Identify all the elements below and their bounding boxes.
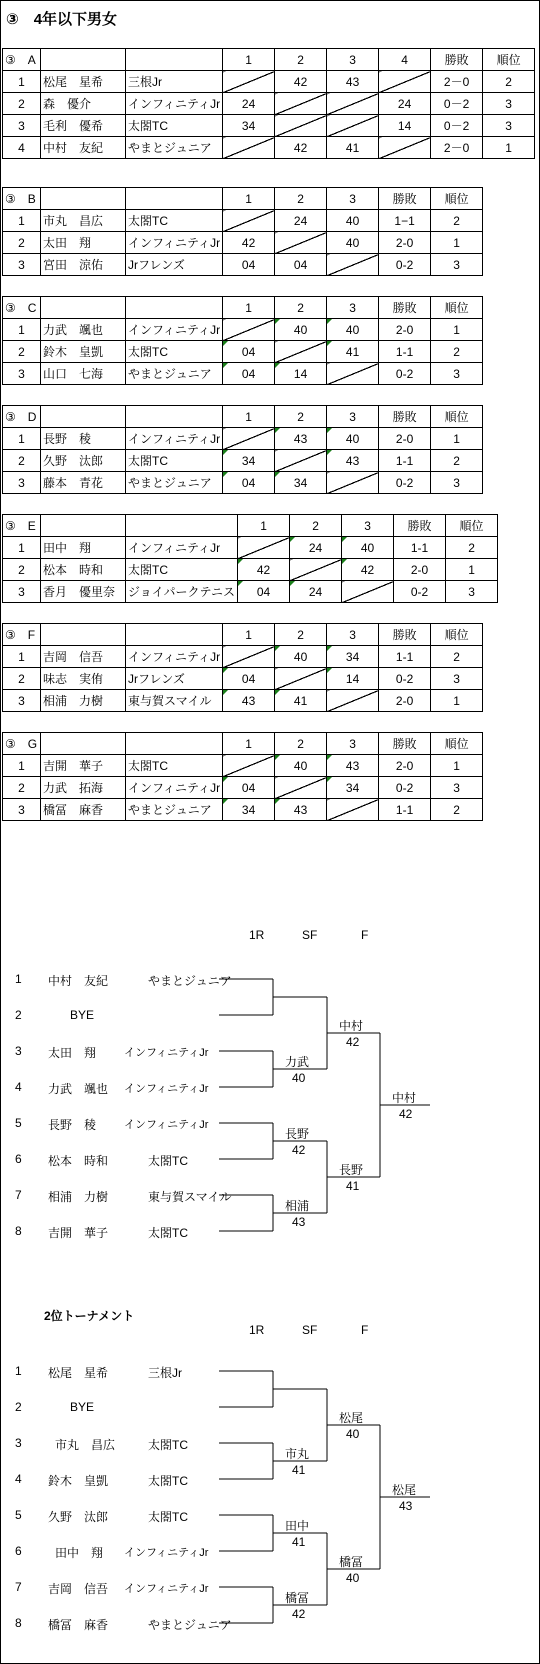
entry-name: 吉開 華子 xyxy=(48,1226,109,1240)
rank: 2 xyxy=(431,646,483,668)
entry-club: インフィニティJr xyxy=(124,1047,209,1059)
player-club: やまとジュニア xyxy=(126,363,223,385)
entry-name: 鈴木 皇凱 xyxy=(48,1474,109,1488)
r1-winner: 市丸 xyxy=(285,1447,310,1461)
entry-name: BYE xyxy=(70,1400,95,1414)
draw-number: 8 xyxy=(15,1224,22,1238)
r1-score: 42 xyxy=(292,1143,306,1157)
win-loss: 1-1 xyxy=(379,646,431,668)
entry-name: 久野 汰郎 xyxy=(48,1510,109,1524)
rank: 2 xyxy=(446,537,498,559)
round-header: 1R xyxy=(249,1323,265,1337)
entry-name: 橋冨 麻香 xyxy=(48,1618,109,1632)
score-cell: 04 xyxy=(223,472,275,494)
win-loss: 2-0 xyxy=(379,755,431,777)
sf-score: 40 xyxy=(346,1427,360,1441)
player-number: 2 xyxy=(3,341,41,363)
column-header: 3 xyxy=(327,188,379,210)
player-club: 三根Jr xyxy=(126,71,223,93)
player-club: インフィニティJr xyxy=(126,428,223,450)
rank: 1 xyxy=(431,319,483,341)
win-loss: 0-2 xyxy=(379,254,431,276)
column-header: 2 xyxy=(275,49,327,71)
r1-winner: 長野 xyxy=(285,1127,310,1141)
sf-score: 42 xyxy=(346,1035,360,1049)
entry-club: 東与賀スマイル xyxy=(148,1190,232,1204)
player-name: 力武 拓海 xyxy=(41,777,126,799)
entry-name: 松本 時和 xyxy=(48,1154,109,1168)
entry-club: 太閤TC xyxy=(148,1226,188,1240)
column-header: 1 xyxy=(223,406,275,428)
win-loss: 0－2 xyxy=(431,93,483,115)
player-name: 長野 稜 xyxy=(41,428,126,450)
rank: 1 xyxy=(431,232,483,254)
score-cell: 34 xyxy=(223,799,275,821)
player-number: 3 xyxy=(3,254,41,276)
player-number: 1 xyxy=(3,755,41,777)
column-header: 3 xyxy=(327,624,379,646)
player-club: Jrフレンズ xyxy=(126,254,223,276)
player-number: 1 xyxy=(3,646,41,668)
group-label: ③ G xyxy=(3,733,41,755)
score-cell: 24 xyxy=(275,210,327,232)
column-header: 2 xyxy=(275,297,327,319)
score-cell: 14 xyxy=(327,668,379,690)
player-name: 味志 実侑 xyxy=(41,668,126,690)
player-name: 中村 友紀 xyxy=(41,137,126,159)
win-loss: 1-1 xyxy=(379,341,431,363)
draw-number: 1 xyxy=(15,972,22,986)
player-number: 2 xyxy=(3,559,41,581)
player-number: 3 xyxy=(3,472,41,494)
rank-header: 順位 xyxy=(431,188,483,210)
draw-number: 3 xyxy=(15,1436,22,1450)
second-place-title: 2位トーナメント xyxy=(44,1309,135,1323)
r1-winner: 田中 xyxy=(285,1519,310,1533)
column-header: 3 xyxy=(342,515,394,537)
round-header: F xyxy=(361,1323,369,1337)
player-number: 3 xyxy=(3,799,41,821)
rank-header: 順位 xyxy=(431,406,483,428)
win-loss: 0-2 xyxy=(379,668,431,690)
entry-name: BYE xyxy=(70,1008,95,1022)
player-club: 太閤TC xyxy=(126,210,223,232)
win-loss-header: 勝敗 xyxy=(394,515,446,537)
win-loss: 2-0 xyxy=(394,559,446,581)
r1-score: 41 xyxy=(292,1535,306,1549)
player-number: 2 xyxy=(3,777,41,799)
score-cell: 24 xyxy=(223,93,275,115)
score-cell: 14 xyxy=(379,115,431,137)
r1-score: 40 xyxy=(292,1071,306,1085)
rank: 3 xyxy=(431,472,483,494)
player-club: インフィニティJr xyxy=(126,319,223,341)
group-label: ③ A xyxy=(3,49,41,71)
player-name: 森 優介 xyxy=(41,93,126,115)
win-loss-header: 勝敗 xyxy=(379,733,431,755)
player-name: 鈴木 皇凱 xyxy=(41,341,126,363)
rank: 1 xyxy=(431,428,483,450)
rank-header: 順位 xyxy=(431,733,483,755)
draw-number: 4 xyxy=(15,1080,22,1094)
rank-header: 順位 xyxy=(446,515,498,537)
score-cell: 43 xyxy=(327,755,379,777)
score-cell: 24 xyxy=(290,537,342,559)
score-cell: 40 xyxy=(327,232,379,254)
entry-club: インフィニティJr xyxy=(124,1119,209,1131)
score-cell: 43 xyxy=(327,71,379,93)
score-cell: 34 xyxy=(223,450,275,472)
score-cell: 04 xyxy=(238,581,290,603)
entry-club: やまとジュニア xyxy=(148,1618,232,1632)
score-cell: 42 xyxy=(342,559,394,581)
final-score: 43 xyxy=(399,1499,413,1513)
player-club: インフィニティJr xyxy=(126,232,223,254)
win-loss-header: 勝敗 xyxy=(379,406,431,428)
draw-number: 1 xyxy=(15,1364,22,1378)
player-club: インフィニティJr xyxy=(126,537,238,559)
win-loss-header: 勝敗 xyxy=(431,49,483,71)
player-name: 松尾 星希 xyxy=(41,71,126,93)
player-number: 1 xyxy=(3,428,41,450)
draw-number: 8 xyxy=(15,1616,22,1630)
column-header: 1 xyxy=(223,733,275,755)
group-label: ③ B xyxy=(3,188,41,210)
player-club: インフィニティJr xyxy=(126,93,223,115)
player-number: 2 xyxy=(3,232,41,254)
win-loss: 0-2 xyxy=(379,777,431,799)
column-header: 2 xyxy=(275,733,327,755)
win-loss: 2-0 xyxy=(379,319,431,341)
final-winner: 松尾 xyxy=(392,1483,417,1497)
column-header: 1 xyxy=(223,297,275,319)
win-loss: 2－0 xyxy=(431,137,483,159)
player-number: 3 xyxy=(3,690,41,712)
entry-name: 力武 颯也 xyxy=(48,1082,109,1096)
entry-club: 太閤TC xyxy=(148,1154,188,1168)
player-name: 田中 翔 xyxy=(41,537,126,559)
player-club: インフィニティJr xyxy=(126,646,223,668)
sf-winner: 松尾 xyxy=(339,1411,364,1425)
player-club: 太閤TC xyxy=(126,115,223,137)
score-cell: 40 xyxy=(342,537,394,559)
player-number: 1 xyxy=(3,537,41,559)
player-club: 太閤TC xyxy=(126,559,238,581)
player-name: 香月 優里奈 xyxy=(41,581,126,603)
score-cell: 34 xyxy=(327,646,379,668)
rank: 3 xyxy=(431,254,483,276)
rank-header: 順位 xyxy=(431,624,483,646)
player-name: 毛利 優希 xyxy=(41,115,126,137)
group-label: ③ D xyxy=(3,406,41,428)
player-club: Jrフレンズ xyxy=(126,668,223,690)
win-loss-header: 勝敗 xyxy=(379,188,431,210)
draw-number: 6 xyxy=(15,1544,22,1558)
score-cell: 43 xyxy=(223,690,275,712)
player-club: やまとジュニア xyxy=(126,137,223,159)
column-header: 2 xyxy=(275,406,327,428)
r1-score: 41 xyxy=(292,1463,306,1477)
player-name: 橋冨 麻香 xyxy=(41,799,126,821)
entry-name: 市丸 昌広 xyxy=(55,1438,116,1452)
draw-number: 2 xyxy=(15,1008,22,1022)
win-loss-header: 勝敗 xyxy=(379,624,431,646)
entry-name: 太田 翔 xyxy=(48,1046,97,1060)
player-club: 東与賀スマイル xyxy=(126,690,223,712)
rank: 2 xyxy=(431,450,483,472)
sf-winner: 長野 xyxy=(339,1163,364,1177)
column-header: 2 xyxy=(275,624,327,646)
player-name: 相浦 力樹 xyxy=(41,690,126,712)
round-header: SF xyxy=(302,928,318,942)
player-name: 藤本 青花 xyxy=(41,472,126,494)
score-cell: 43 xyxy=(275,428,327,450)
entry-name: 相浦 力樹 xyxy=(48,1190,109,1204)
sf-score: 41 xyxy=(346,1179,360,1193)
score-cell: 42 xyxy=(223,232,275,254)
sf-winner: 中村 xyxy=(339,1019,364,1033)
column-header: 1 xyxy=(223,188,275,210)
entry-name: 田中 翔 xyxy=(55,1546,104,1560)
win-loss: 1-1 xyxy=(379,450,431,472)
sf-score: 40 xyxy=(346,1571,360,1585)
player-name: 太田 翔 xyxy=(41,232,126,254)
round-header: 1R xyxy=(249,928,265,942)
draw-number: 7 xyxy=(15,1580,22,1594)
score-cell: 41 xyxy=(275,690,327,712)
round-header: SF xyxy=(302,1323,318,1337)
win-loss: 2-0 xyxy=(379,428,431,450)
score-cell: 04 xyxy=(223,254,275,276)
entry-club: インフィニティJr xyxy=(124,1583,209,1595)
score-cell: 40 xyxy=(327,428,379,450)
player-club: 太閤TC xyxy=(126,755,223,777)
draw-number: 5 xyxy=(15,1116,22,1130)
column-header: 3 xyxy=(327,733,379,755)
win-loss: 0－2 xyxy=(431,115,483,137)
player-name: 市丸 昌広 xyxy=(41,210,126,232)
win-loss: 2-0 xyxy=(379,232,431,254)
player-club: ジョイパークテニス xyxy=(126,581,238,603)
final-winner: 中村 xyxy=(392,1091,417,1105)
rank: 2 xyxy=(431,799,483,821)
score-cell: 40 xyxy=(275,646,327,668)
player-name: 松本 時和 xyxy=(41,559,126,581)
rank-header: 順位 xyxy=(483,49,535,71)
draw-number: 6 xyxy=(15,1152,22,1166)
score-cell: 34 xyxy=(223,115,275,137)
entry-club: やまとジュニア xyxy=(148,974,232,988)
sf-winner: 橋冨 xyxy=(339,1555,364,1569)
draw-number: 3 xyxy=(15,1044,22,1058)
score-cell: 40 xyxy=(275,319,327,341)
rank: 1 xyxy=(446,559,498,581)
group-label: ③ F xyxy=(3,624,41,646)
score-cell: 04 xyxy=(223,668,275,690)
player-club: やまとジュニア xyxy=(126,472,223,494)
score-cell: 04 xyxy=(223,341,275,363)
score-cell: 42 xyxy=(275,71,327,93)
r1-winner: 橋冨 xyxy=(285,1591,310,1605)
r1-winner: 力武 xyxy=(285,1055,310,1069)
column-header: 3 xyxy=(327,297,379,319)
win-loss: 1−1 xyxy=(379,210,431,232)
score-cell: 24 xyxy=(379,93,431,115)
player-name: 山口 七海 xyxy=(41,363,126,385)
score-cell: 34 xyxy=(275,472,327,494)
draw-number: 5 xyxy=(15,1508,22,1522)
rank: 2 xyxy=(483,71,535,93)
entry-name: 長野 稜 xyxy=(48,1118,97,1132)
score-cell: 43 xyxy=(275,799,327,821)
column-header: 2 xyxy=(275,188,327,210)
player-number: 3 xyxy=(3,581,41,603)
win-loss-header: 勝敗 xyxy=(379,297,431,319)
column-header: 1 xyxy=(223,49,275,71)
entry-club: インフィニティJr xyxy=(124,1547,209,1559)
score-cell: 34 xyxy=(327,777,379,799)
rank: 3 xyxy=(483,115,535,137)
column-header: 4 xyxy=(379,49,431,71)
draw-number: 4 xyxy=(15,1472,22,1486)
rank: 1 xyxy=(431,690,483,712)
rank: 1 xyxy=(483,137,535,159)
player-number: 1 xyxy=(3,210,41,232)
player-number: 2 xyxy=(3,93,41,115)
column-header: 3 xyxy=(327,49,379,71)
draw-number: 7 xyxy=(15,1188,22,1202)
win-loss: 1-1 xyxy=(394,537,446,559)
player-number: 4 xyxy=(3,137,41,159)
score-cell: 24 xyxy=(290,581,342,603)
player-club: やまとジュニア xyxy=(126,799,223,821)
rank: 2 xyxy=(431,210,483,232)
entry-club: 太閤TC xyxy=(148,1438,188,1452)
rank: 3 xyxy=(431,363,483,385)
entry-name: 中村 友紀 xyxy=(48,974,109,988)
player-number: 3 xyxy=(3,115,41,137)
win-loss: 0-2 xyxy=(379,472,431,494)
draw-number: 2 xyxy=(15,1400,22,1414)
r1-score: 42 xyxy=(292,1607,306,1621)
win-loss: 2-0 xyxy=(379,690,431,712)
entry-name: 松尾 星希 xyxy=(48,1366,109,1380)
score-cell: 40 xyxy=(327,210,379,232)
final-score: 42 xyxy=(399,1107,413,1121)
column-header: 1 xyxy=(238,515,290,537)
player-club: 太閤TC xyxy=(126,341,223,363)
score-cell: 41 xyxy=(327,137,379,159)
player-number: 1 xyxy=(3,319,41,341)
rank: 3 xyxy=(431,668,483,690)
win-loss: 0-2 xyxy=(379,363,431,385)
score-cell: 40 xyxy=(327,319,379,341)
group-label: ③ C xyxy=(3,297,41,319)
player-number: 3 xyxy=(3,363,41,385)
player-number: 2 xyxy=(3,668,41,690)
column-header: 3 xyxy=(327,406,379,428)
entry-club: 三根Jr xyxy=(148,1366,182,1380)
player-club: インフィニティJr xyxy=(126,777,223,799)
score-cell: 04 xyxy=(223,777,275,799)
rank-header: 順位 xyxy=(431,297,483,319)
group-label: ③ E xyxy=(3,515,41,537)
rank: 3 xyxy=(483,93,535,115)
rank: 3 xyxy=(431,777,483,799)
player-name: 吉岡 信吾 xyxy=(41,646,126,668)
player-name: 力武 颯也 xyxy=(41,319,126,341)
player-number: 1 xyxy=(3,71,41,93)
score-cell: 14 xyxy=(275,363,327,385)
column-header: 1 xyxy=(223,624,275,646)
score-cell: 04 xyxy=(223,363,275,385)
r1-winner: 相浦 xyxy=(285,1199,310,1213)
score-cell: 41 xyxy=(327,341,379,363)
player-number: 2 xyxy=(3,450,41,472)
player-club: 太閤TC xyxy=(126,450,223,472)
rank: 3 xyxy=(446,581,498,603)
page-title: ③ 4年以下男女 xyxy=(6,11,118,28)
score-cell: 42 xyxy=(238,559,290,581)
win-loss: 1-1 xyxy=(379,799,431,821)
win-loss: 2－0 xyxy=(431,71,483,93)
rank: 2 xyxy=(431,341,483,363)
score-cell: 40 xyxy=(275,755,327,777)
rank: 1 xyxy=(431,755,483,777)
win-loss: 0-2 xyxy=(394,581,446,603)
entry-club: 太閤TC xyxy=(148,1474,188,1488)
entry-club: インフィニティJr xyxy=(124,1083,209,1095)
score-cell: 42 xyxy=(275,137,327,159)
player-name: 久野 汰郎 xyxy=(41,450,126,472)
player-name: 吉開 華子 xyxy=(41,755,126,777)
player-name: 宮田 涼佑 xyxy=(41,254,126,276)
r1-score: 43 xyxy=(292,1215,306,1229)
column-header: 2 xyxy=(290,515,342,537)
score-cell: 04 xyxy=(275,254,327,276)
round-header: F xyxy=(361,928,369,942)
entry-club: 太閤TC xyxy=(148,1510,188,1524)
score-cell: 43 xyxy=(327,450,379,472)
entry-name: 吉岡 信吾 xyxy=(48,1582,109,1596)
